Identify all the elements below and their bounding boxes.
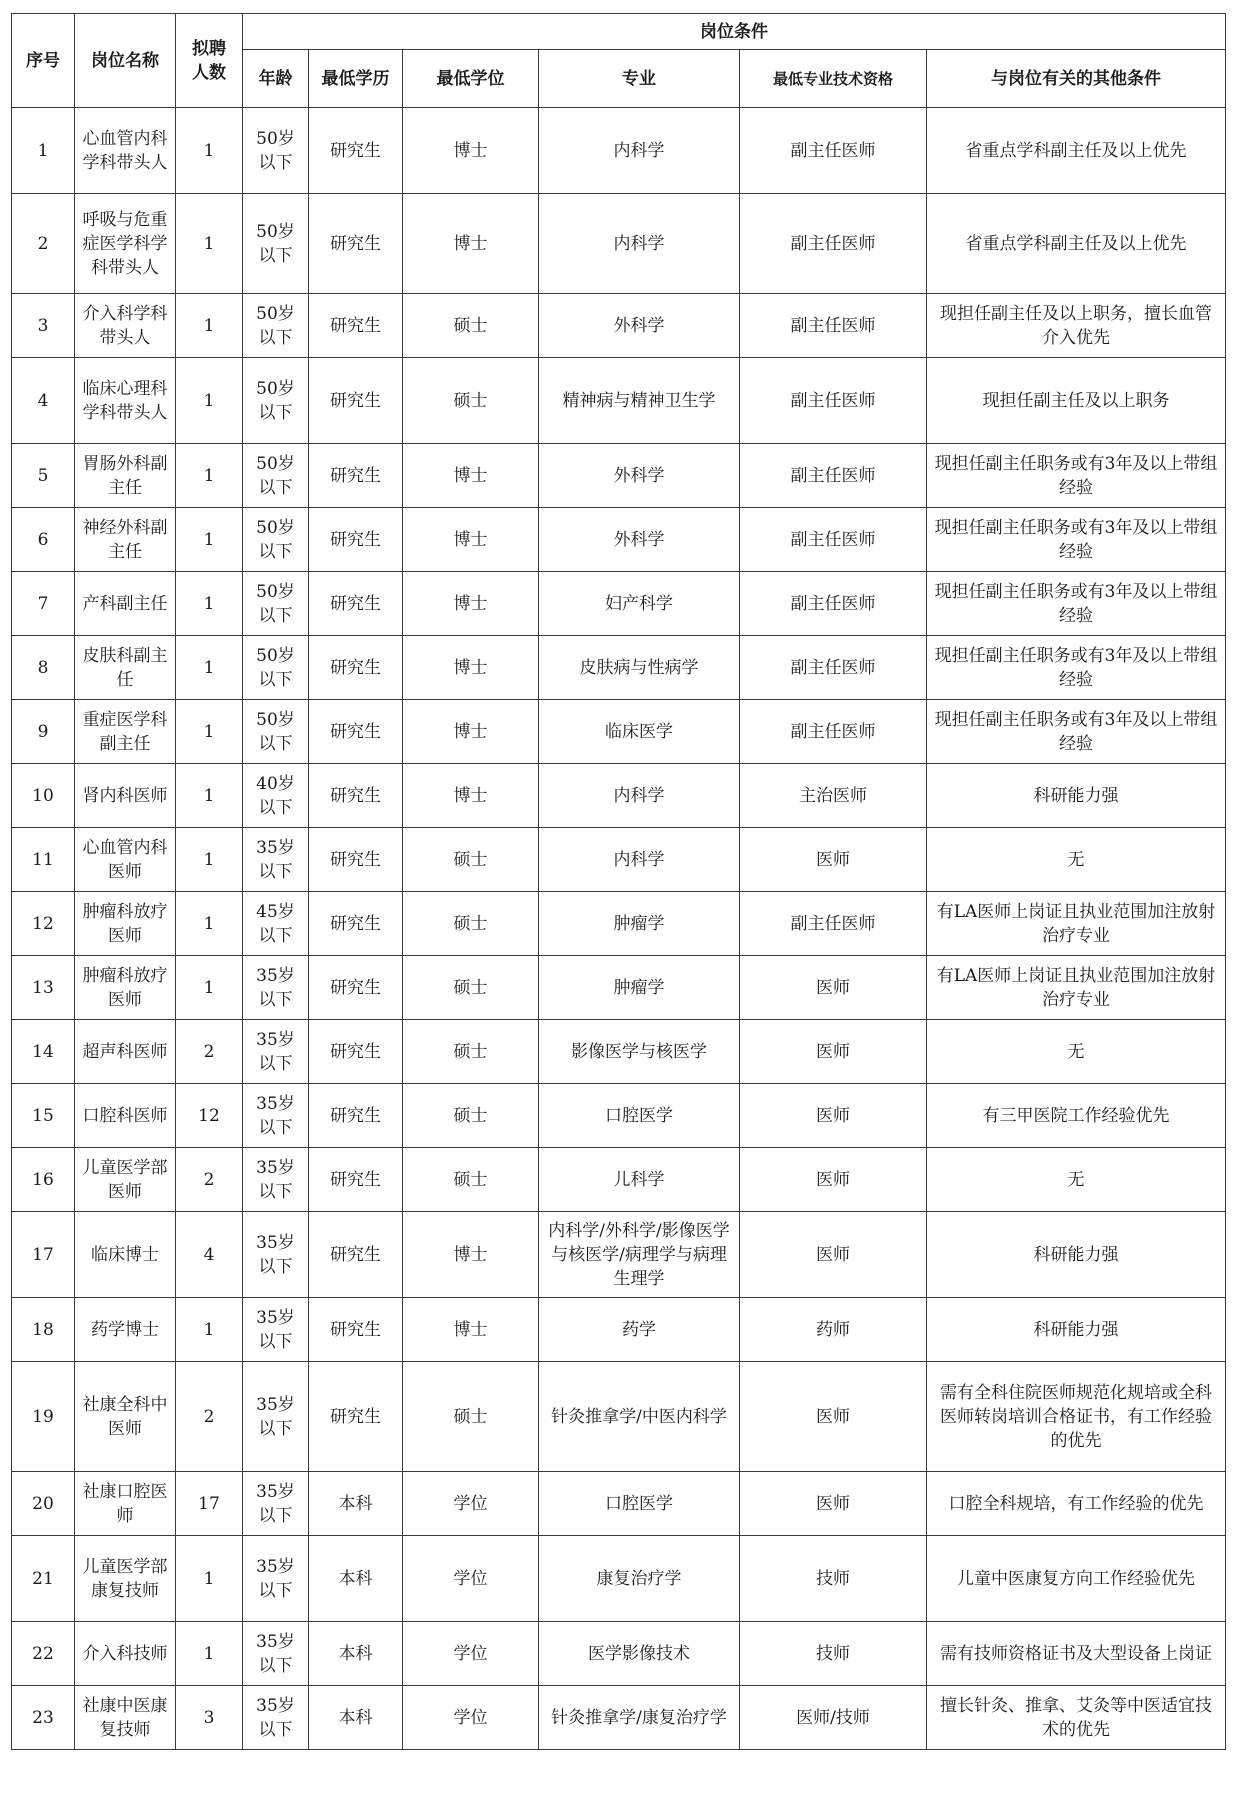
cell-education: 研究生 (309, 294, 403, 358)
cell-major: 妇产科学 (539, 572, 740, 636)
cell-qualification: 技师 (740, 1622, 927, 1686)
cell-age: 35岁以下 (243, 1536, 309, 1622)
cell-degree: 学位 (403, 1622, 539, 1686)
cell-count: 1 (176, 294, 243, 358)
table-row (12, 294, 1226, 358)
cell-other-conditions: 有三甲医院工作经验优先 (927, 1084, 1226, 1148)
header-conditions: 岗位条件 (243, 14, 1226, 50)
cell-count: 1 (176, 892, 243, 956)
cell-count: 17 (176, 1472, 243, 1536)
cell-count: 4 (176, 1212, 243, 1298)
cell-education: 本科 (309, 1472, 403, 1536)
table-row (12, 636, 1226, 700)
cell-other-conditions: 口腔全科规培，有工作经验的优先 (927, 1472, 1226, 1536)
cell-seq: 11 (12, 828, 75, 892)
cell-age: 50岁以下 (243, 358, 309, 444)
recruitment-table (11, 13, 1226, 1750)
cell-other-conditions: 现担任副主任职务或有3年及以上带组经验 (927, 508, 1226, 572)
cell-other-conditions: 现担任副主任职务或有3年及以上带组经验 (927, 700, 1226, 764)
cell-education: 本科 (309, 1536, 403, 1622)
cell-major: 内科学/外科学/影像医学与核医学/病理学与病理生理学 (539, 1212, 740, 1298)
cell-major: 皮肤病与性病学 (539, 636, 740, 700)
cell-major: 影像医学与核医学 (539, 1020, 740, 1084)
cell-age: 35岁以下 (243, 1212, 309, 1298)
cell-degree: 博士 (403, 108, 539, 194)
cell-age: 35岁以下 (243, 1686, 309, 1750)
cell-major: 口腔医学 (539, 1472, 740, 1536)
cell-seq: 13 (12, 956, 75, 1020)
cell-age: 50岁以下 (243, 572, 309, 636)
cell-education: 研究生 (309, 828, 403, 892)
cell-age: 35岁以下 (243, 1148, 309, 1212)
cell-count: 1 (176, 828, 243, 892)
cell-seq: 21 (12, 1536, 75, 1622)
cell-count: 1 (176, 1536, 243, 1622)
cell-qualification: 副主任医师 (740, 572, 927, 636)
cell-degree: 博士 (403, 636, 539, 700)
cell-qualification: 药师 (740, 1298, 927, 1362)
cell-degree: 硕士 (403, 1084, 539, 1148)
cell-age: 35岁以下 (243, 1362, 309, 1472)
cell-other-conditions: 现担任副主任及以上职务 (927, 358, 1226, 444)
cell-qualification: 医师 (740, 1148, 927, 1212)
table-row (12, 700, 1226, 764)
cell-count: 2 (176, 1362, 243, 1472)
cell-other-conditions: 无 (927, 1148, 1226, 1212)
cell-education: 研究生 (309, 1020, 403, 1084)
cell-degree: 博士 (403, 508, 539, 572)
cell-other-conditions: 无 (927, 828, 1226, 892)
cell-seq: 20 (12, 1472, 75, 1536)
cell-qualification: 副主任医师 (740, 892, 927, 956)
cell-major: 外科学 (539, 294, 740, 358)
cell-major: 医学影像技术 (539, 1622, 740, 1686)
cell-age: 40岁以下 (243, 764, 309, 828)
cell-qualification: 副主任医师 (740, 108, 927, 194)
table-row (12, 194, 1226, 294)
cell-education: 研究生 (309, 108, 403, 194)
cell-major: 临床医学 (539, 700, 740, 764)
cell-major: 内科学 (539, 764, 740, 828)
cell-position-name: 皮肤科副主任 (75, 636, 176, 700)
cell-position-name: 药学博士 (75, 1298, 176, 1362)
cell-position-name: 肾内科医师 (75, 764, 176, 828)
cell-seq: 17 (12, 1212, 75, 1298)
header-degree: 最低学位 (403, 50, 539, 108)
cell-qualification: 副主任医师 (740, 700, 927, 764)
cell-count: 1 (176, 1622, 243, 1686)
cell-qualification: 医师/技师 (740, 1686, 927, 1750)
cell-age: 45岁以下 (243, 892, 309, 956)
cell-qualification: 主治医师 (740, 764, 927, 828)
cell-age: 35岁以下 (243, 828, 309, 892)
cell-major: 肿瘤学 (539, 956, 740, 1020)
cell-seq: 18 (12, 1298, 75, 1362)
cell-qualification: 副主任医师 (740, 508, 927, 572)
table-header (12, 14, 1226, 108)
cell-education: 本科 (309, 1686, 403, 1750)
cell-position-name: 肿瘤科放疗医师 (75, 956, 176, 1020)
cell-other-conditions: 需有全科住院医师规范化规培或全科医师转岗培训合格证书，有工作经验的优先 (927, 1362, 1226, 1472)
cell-degree: 硕士 (403, 1362, 539, 1472)
table-row (12, 1472, 1226, 1536)
cell-age: 50岁以下 (243, 444, 309, 508)
cell-position-name: 社康全科中医师 (75, 1362, 176, 1472)
cell-seq: 1 (12, 108, 75, 194)
cell-age: 35岁以下 (243, 1020, 309, 1084)
header-qualification: 最低专业技术资格 (740, 50, 927, 108)
cell-major: 康复治疗学 (539, 1536, 740, 1622)
cell-major: 口腔医学 (539, 1084, 740, 1148)
cell-education: 研究生 (309, 1148, 403, 1212)
cell-other-conditions: 有LA医师上岗证且执业范围加注放射治疗专业 (927, 892, 1226, 956)
cell-education: 研究生 (309, 444, 403, 508)
cell-qualification: 技师 (740, 1536, 927, 1622)
table-row (12, 358, 1226, 444)
cell-count: 1 (176, 444, 243, 508)
cell-seq: 3 (12, 294, 75, 358)
cell-count: 1 (176, 764, 243, 828)
cell-count: 1 (176, 358, 243, 444)
cell-major: 精神病与精神卫生学 (539, 358, 740, 444)
cell-degree: 硕士 (403, 358, 539, 444)
cell-count: 2 (176, 1148, 243, 1212)
cell-seq: 4 (12, 358, 75, 444)
cell-degree: 学位 (403, 1686, 539, 1750)
cell-position-name: 产科副主任 (75, 572, 176, 636)
cell-position-name: 儿童医学部康复技师 (75, 1536, 176, 1622)
cell-seq: 5 (12, 444, 75, 508)
cell-qualification: 医师 (740, 956, 927, 1020)
cell-other-conditions: 省重点学科副主任及以上优先 (927, 194, 1226, 294)
cell-age: 50岁以下 (243, 636, 309, 700)
table-row (12, 1622, 1226, 1686)
cell-education: 研究生 (309, 1298, 403, 1362)
cell-qualification: 副主任医师 (740, 444, 927, 508)
cell-major: 肿瘤学 (539, 892, 740, 956)
cell-seq: 16 (12, 1148, 75, 1212)
cell-education: 研究生 (309, 508, 403, 572)
cell-major: 外科学 (539, 508, 740, 572)
cell-count: 1 (176, 572, 243, 636)
cell-age: 50岁以下 (243, 508, 309, 572)
cell-position-name: 介入科技师 (75, 1622, 176, 1686)
cell-count: 1 (176, 700, 243, 764)
table-row (12, 1686, 1226, 1750)
table-row (12, 1212, 1226, 1298)
cell-position-name: 心血管内科医师 (75, 828, 176, 892)
cell-qualification: 医师 (740, 1020, 927, 1084)
cell-position-name: 呼吸与危重症医学科学科带头人 (75, 194, 176, 294)
cell-qualification: 医师 (740, 1084, 927, 1148)
header-major: 专业 (539, 50, 740, 108)
cell-age: 50岁以下 (243, 700, 309, 764)
cell-education: 研究生 (309, 700, 403, 764)
cell-seq: 15 (12, 1084, 75, 1148)
cell-education: 研究生 (309, 1362, 403, 1472)
cell-count: 2 (176, 1020, 243, 1084)
table-row (12, 892, 1226, 956)
cell-other-conditions: 现担任副主任职务或有3年及以上带组经验 (927, 636, 1226, 700)
table-row (12, 956, 1226, 1020)
cell-degree: 硕士 (403, 1020, 539, 1084)
cell-count: 1 (176, 1298, 243, 1362)
header-age: 年龄 (243, 50, 309, 108)
cell-position-name: 口腔科医师 (75, 1084, 176, 1148)
cell-count: 1 (176, 508, 243, 572)
cell-degree: 学位 (403, 1472, 539, 1536)
cell-education: 本科 (309, 1622, 403, 1686)
cell-degree: 硕士 (403, 294, 539, 358)
cell-count: 12 (176, 1084, 243, 1148)
cell-major: 内科学 (539, 828, 740, 892)
cell-other-conditions: 科研能力强 (927, 1298, 1226, 1362)
cell-major: 针灸推拿学/中医内科学 (539, 1362, 740, 1472)
cell-position-name: 社康口腔医师 (75, 1472, 176, 1536)
cell-count: 3 (176, 1686, 243, 1750)
header-other: 与岗位有关的其他条件 (927, 50, 1226, 108)
cell-seq: 9 (12, 700, 75, 764)
cell-education: 研究生 (309, 1212, 403, 1298)
cell-seq: 10 (12, 764, 75, 828)
cell-other-conditions: 省重点学科副主任及以上优先 (927, 108, 1226, 194)
table-row (12, 1298, 1226, 1362)
cell-age: 35岁以下 (243, 1472, 309, 1536)
cell-major: 药学 (539, 1298, 740, 1362)
cell-degree: 硕士 (403, 828, 539, 892)
cell-count: 1 (176, 194, 243, 294)
cell-major: 儿科学 (539, 1148, 740, 1212)
cell-other-conditions: 现担任副主任职务或有3年及以上带组经验 (927, 572, 1226, 636)
cell-education: 研究生 (309, 636, 403, 700)
table-row (12, 1362, 1226, 1472)
cell-degree: 博士 (403, 572, 539, 636)
cell-education: 研究生 (309, 572, 403, 636)
cell-age: 50岁以下 (243, 294, 309, 358)
cell-age: 35岁以下 (243, 1298, 309, 1362)
cell-other-conditions: 现担任副主任及以上职务，擅长血管介入优先 (927, 294, 1226, 358)
cell-degree: 博士 (403, 1212, 539, 1298)
header-name: 岗位名称 (75, 14, 176, 108)
cell-seq: 12 (12, 892, 75, 956)
table-body (12, 108, 1226, 1750)
cell-other-conditions: 儿童中医康复方向工作经验优先 (927, 1536, 1226, 1622)
cell-qualification: 副主任医师 (740, 194, 927, 294)
cell-qualification: 副主任医师 (740, 358, 927, 444)
cell-age: 35岁以下 (243, 956, 309, 1020)
cell-age: 35岁以下 (243, 1622, 309, 1686)
cell-degree: 硕士 (403, 1148, 539, 1212)
cell-position-name: 重症医学科副主任 (75, 700, 176, 764)
cell-education: 研究生 (309, 194, 403, 294)
table-row (12, 1020, 1226, 1084)
cell-position-name: 社康中医康复技师 (75, 1686, 176, 1750)
cell-education: 研究生 (309, 764, 403, 828)
cell-seq: 7 (12, 572, 75, 636)
cell-position-name: 儿童医学部医师 (75, 1148, 176, 1212)
table-row (12, 1084, 1226, 1148)
cell-other-conditions: 科研能力强 (927, 1212, 1226, 1298)
cell-other-conditions: 科研能力强 (927, 764, 1226, 828)
cell-other-conditions: 有LA医师上岗证且执业范围加注放射治疗专业 (927, 956, 1226, 1020)
cell-position-name: 临床博士 (75, 1212, 176, 1298)
cell-other-conditions: 需有技师资格证书及大型设备上岗证 (927, 1622, 1226, 1686)
cell-position-name: 肿瘤科放疗医师 (75, 892, 176, 956)
cell-qualification: 医师 (740, 1472, 927, 1536)
cell-degree: 硕士 (403, 956, 539, 1020)
cell-count: 1 (176, 636, 243, 700)
cell-age: 50岁以下 (243, 194, 309, 294)
table-row (12, 764, 1226, 828)
cell-degree: 博士 (403, 194, 539, 294)
cell-seq: 2 (12, 194, 75, 294)
cell-count: 1 (176, 956, 243, 1020)
table-row (12, 444, 1226, 508)
cell-degree: 博士 (403, 764, 539, 828)
cell-seq: 19 (12, 1362, 75, 1472)
cell-seq: 22 (12, 1622, 75, 1686)
cell-position-name: 心血管内科学科带头人 (75, 108, 176, 194)
cell-qualification: 医师 (740, 1212, 927, 1298)
table-row (12, 572, 1226, 636)
cell-age: 35岁以下 (243, 1084, 309, 1148)
cell-education: 研究生 (309, 892, 403, 956)
cell-other-conditions: 现担任副主任职务或有3年及以上带组经验 (927, 444, 1226, 508)
table-row (12, 1148, 1226, 1212)
cell-count: 1 (176, 108, 243, 194)
cell-degree: 学位 (403, 1536, 539, 1622)
cell-seq: 6 (12, 508, 75, 572)
table-row (12, 508, 1226, 572)
cell-degree: 硕士 (403, 892, 539, 956)
cell-major: 外科学 (539, 444, 740, 508)
header-count: 拟聘人数 (176, 14, 243, 108)
cell-major: 针灸推拿学/康复治疗学 (539, 1686, 740, 1750)
cell-other-conditions: 擅长针灸、推拿、艾灸等中医适宜技术的优先 (927, 1686, 1226, 1750)
cell-qualification: 医师 (740, 1362, 927, 1472)
cell-position-name: 介入科学科带头人 (75, 294, 176, 358)
cell-qualification: 副主任医师 (740, 294, 927, 358)
cell-seq: 14 (12, 1020, 75, 1084)
cell-other-conditions: 无 (927, 1020, 1226, 1084)
table-row (12, 828, 1226, 892)
cell-position-name: 神经外科副主任 (75, 508, 176, 572)
cell-degree: 博士 (403, 444, 539, 508)
cell-position-name: 临床心理科学科带头人 (75, 358, 176, 444)
cell-seq: 23 (12, 1686, 75, 1750)
cell-major: 内科学 (539, 108, 740, 194)
cell-seq: 8 (12, 636, 75, 700)
cell-qualification: 副主任医师 (740, 636, 927, 700)
table-row (12, 1536, 1226, 1622)
cell-age: 50岁以下 (243, 108, 309, 194)
cell-position-name: 胃肠外科副主任 (75, 444, 176, 508)
cell-qualification: 医师 (740, 828, 927, 892)
table-row (12, 108, 1226, 194)
cell-education: 研究生 (309, 358, 403, 444)
header-education: 最低学历 (309, 50, 403, 108)
cell-education: 研究生 (309, 956, 403, 1020)
cell-education: 研究生 (309, 1084, 403, 1148)
header-seq: 序号 (12, 14, 75, 108)
cell-degree: 博士 (403, 700, 539, 764)
cell-position-name: 超声科医师 (75, 1020, 176, 1084)
cell-major: 内科学 (539, 194, 740, 294)
cell-degree: 博士 (403, 1298, 539, 1362)
